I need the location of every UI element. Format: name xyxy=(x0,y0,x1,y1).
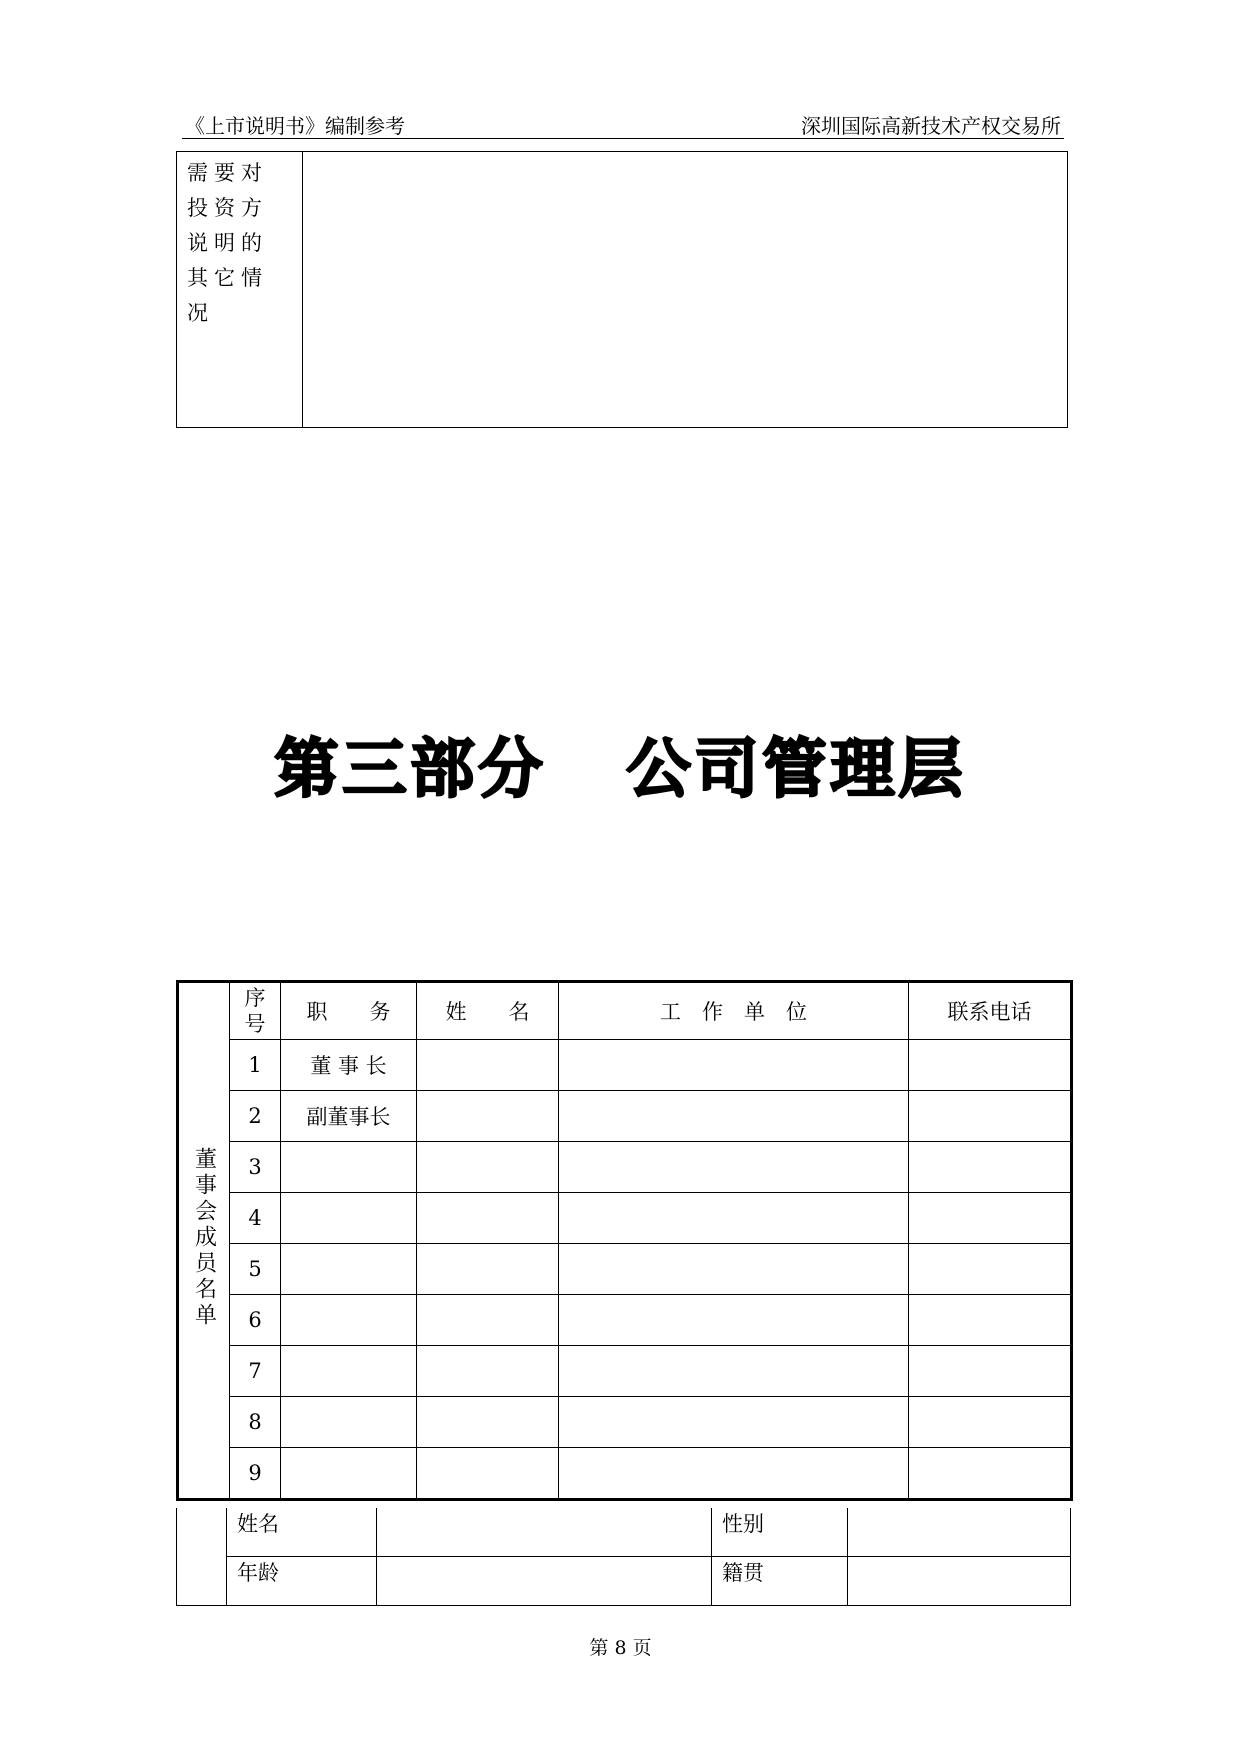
row-seq: 1 xyxy=(230,1040,281,1091)
table-row xyxy=(178,1091,1072,1142)
age-label: 年龄 xyxy=(227,1557,377,1606)
gender-label: 性别 xyxy=(712,1508,848,1557)
row-seq: 4 xyxy=(230,1193,281,1244)
info-side-cell xyxy=(177,1508,227,1606)
age-value xyxy=(377,1557,712,1606)
row-position xyxy=(281,1346,417,1397)
other-info-divider xyxy=(302,152,303,427)
row-phone xyxy=(909,1142,1072,1193)
row-name xyxy=(417,1397,559,1448)
row-work-unit xyxy=(559,1040,909,1091)
table-row xyxy=(178,1244,1072,1295)
other-info-label: 需要对投资方说明的其它情况 xyxy=(187,161,268,325)
header-right-org: 深圳国际高新技术产权交易所 xyxy=(801,114,1061,138)
table-row xyxy=(178,1142,1072,1193)
row-phone xyxy=(909,1193,1072,1244)
header-left-title: 《上市说明书》编制参考 xyxy=(185,114,405,138)
table-row xyxy=(178,1295,1072,1346)
row-name xyxy=(417,1244,559,1295)
origin-value xyxy=(848,1557,1071,1606)
other-info-table xyxy=(176,151,1068,428)
row-seq: 6 xyxy=(230,1295,281,1346)
row-phone xyxy=(909,1244,1072,1295)
member-info-table xyxy=(176,1508,1071,1606)
row-seq: 9 xyxy=(230,1448,281,1500)
row-position xyxy=(281,1193,417,1244)
row-name xyxy=(417,1193,559,1244)
header-position: 职 务 xyxy=(281,982,417,1040)
table-row xyxy=(178,1040,1072,1091)
row-seq: 8 xyxy=(230,1397,281,1448)
row-phone xyxy=(909,1448,1072,1500)
row-name xyxy=(417,1448,559,1500)
board-side-label: 董事会成员名单 xyxy=(178,982,230,1500)
page-number: 第 8 页 xyxy=(589,1637,652,1659)
row-name xyxy=(417,1142,559,1193)
table-row xyxy=(178,1448,1072,1500)
board-header-row xyxy=(178,982,1072,1040)
row-phone xyxy=(909,1040,1072,1091)
name-label: 姓名 xyxy=(227,1508,377,1557)
header-seq: 序 号 xyxy=(230,982,281,1040)
header-name: 姓 名 xyxy=(417,982,559,1040)
row-name xyxy=(417,1091,559,1142)
table-row xyxy=(178,1397,1072,1448)
part-name: 公司管理层 xyxy=(626,733,967,807)
row-phone xyxy=(909,1346,1072,1397)
name-value xyxy=(377,1508,712,1557)
row-name xyxy=(417,1295,559,1346)
row-phone xyxy=(909,1295,1072,1346)
header-phone: 联系电话 xyxy=(909,982,1072,1040)
table-row xyxy=(178,1193,1072,1244)
row-seq: 7 xyxy=(230,1346,281,1397)
row-work-unit xyxy=(559,1193,909,1244)
row-position: 董 事 长 xyxy=(281,1040,417,1091)
row-phone xyxy=(909,1091,1072,1142)
origin-label: 籍贯 xyxy=(712,1557,848,1606)
row-position xyxy=(281,1244,417,1295)
header-work-unit: 工 作 单 位 xyxy=(559,982,909,1040)
row-work-unit xyxy=(559,1397,909,1448)
row-seq: 5 xyxy=(230,1244,281,1295)
row-name xyxy=(417,1346,559,1397)
row-seq: 3 xyxy=(230,1142,281,1193)
part-number: 第三部分 xyxy=(274,733,547,807)
row-seq: 2 xyxy=(230,1091,281,1142)
row-work-unit xyxy=(559,1142,909,1193)
row-work-unit xyxy=(559,1244,909,1295)
row-work-unit xyxy=(559,1091,909,1142)
row-position xyxy=(281,1142,417,1193)
gender-value xyxy=(848,1508,1071,1557)
row-position xyxy=(281,1397,417,1448)
table-row xyxy=(178,1346,1072,1397)
row-position: 副董事长 xyxy=(281,1091,417,1142)
row-work-unit xyxy=(559,1448,909,1500)
info-row xyxy=(177,1557,1071,1606)
row-position xyxy=(281,1448,417,1500)
row-name xyxy=(417,1040,559,1091)
part-title xyxy=(0,718,1241,810)
board-members-table xyxy=(176,980,1073,1501)
row-position xyxy=(281,1295,417,1346)
header-rule xyxy=(182,138,1064,139)
row-work-unit xyxy=(559,1295,909,1346)
info-row xyxy=(177,1508,1071,1557)
row-phone xyxy=(909,1397,1072,1448)
row-work-unit xyxy=(559,1346,909,1397)
